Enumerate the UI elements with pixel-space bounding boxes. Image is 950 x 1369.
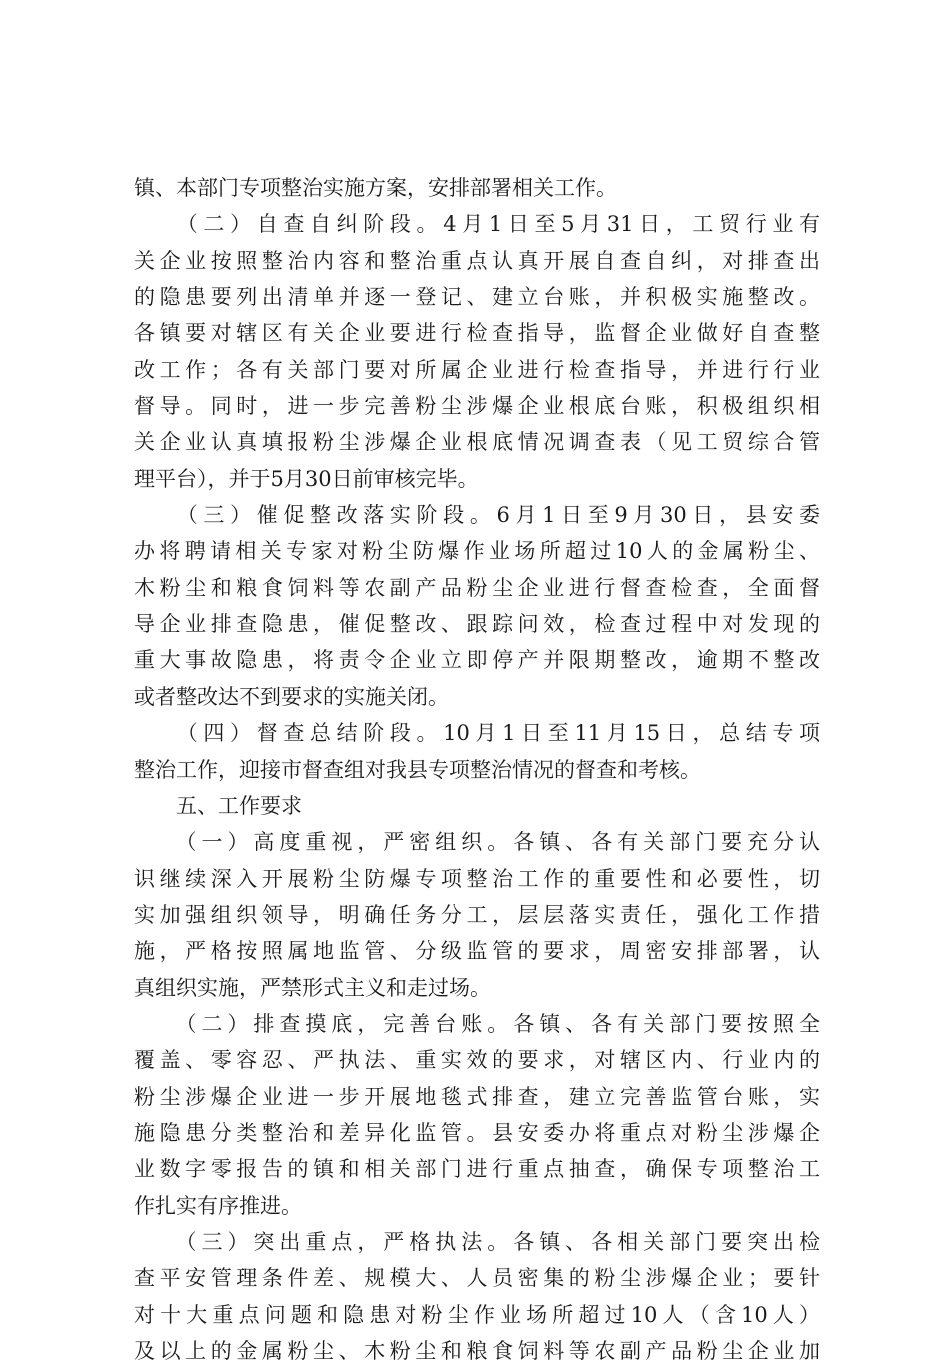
text-line: 督导。同时，进一步完善粉尘涉爆企业根底台账，积极组织相 — [134, 394, 820, 419]
text-line: 木粉尘和粮食饲料等农副产品粉尘企业进行督查检查，全面督 — [134, 575, 820, 600]
text-line: 导企业排查隐患，催促整改、跟踪问效，检查过程中对发现的 — [134, 612, 820, 637]
text-line: （三）突出重点，严格执法。各镇、各相关部门要突出检 — [134, 1229, 820, 1254]
text-line: 改工作；各有关部门要对所属企业进行检查指导，并进行行业 — [134, 357, 820, 382]
text-line: 整治工作，迎接市督查组对我县专项整治情况的督查和考核。 — [134, 757, 701, 782]
text-line: （二）自查自纠阶段。4月1日至5月31日，工贸行业有 — [134, 212, 820, 237]
text-line: 真组织实施，严禁形式主义和走过场。 — [134, 975, 491, 1000]
text-line: 各镇要对辖区有关企业要进行检查指导，监督企业做好自查整 — [134, 321, 820, 346]
text-line: 关企业认真填报粉尘涉爆企业根底情况调查表（见工贸综合管 — [134, 430, 820, 455]
text-line: 识继续深入开展粉尘防爆专项整治工作的重要性和必要性，切 — [134, 866, 820, 891]
text-line: 施隐患分类整治和差异化监管。县安委办将重点对粉尘涉爆企 — [134, 1120, 820, 1145]
text-line: 施，严格按照属地监管、分级监管的要求，周密安排部署，认 — [134, 939, 820, 964]
text-line: 或者整改达不到要求的实施关闭。 — [134, 684, 449, 709]
text-line: 办将聘请相关专家对粉尘防爆作业场所超过10人的金属粉尘、 — [134, 539, 820, 564]
text-line: （一）高度重视，严密组织。各镇、各有关部门要充分认 — [134, 830, 820, 855]
text-line: 覆盖、零容忍、严执法、重实效的要求，对辖区内、行业内的 — [134, 1048, 820, 1073]
text-line: 作扎实有序推进。 — [134, 1193, 302, 1218]
text-line: 对十大重点问题和隐患对粉尘作业场所超过10人（含10人） — [134, 1302, 820, 1327]
text-line: 实加强组织领导，明确任务分工，层层落实责任，强化工作措 — [134, 902, 820, 927]
text-line: 关企业按照整治内容和整治重点认真开展自查自纠，对排查出 — [134, 248, 820, 273]
text-line: 业数字零报告的镇和相关部门进行重点抽查，确保专项整治工 — [134, 1157, 820, 1182]
text-line: 重大事故隐患，将责令企业立即停产并限期整改，逾期不整改 — [134, 648, 820, 673]
text-line: 理平台），并于5月30日前审核完毕。 — [134, 466, 479, 491]
text-line: 五、工作要求 — [134, 793, 302, 818]
text-line: 粉尘涉爆企业进一步开展地毯式排查，建立完善监管台账，实 — [134, 1084, 820, 1109]
text-line: （三）催促整改落实阶段。6月1日至9月30日，县安委 — [134, 503, 820, 528]
text-line: 镇、本部门专项整治实施方案，安排部署相关工作。 — [134, 176, 617, 200]
document-body — [134, 170, 820, 1369]
text-line: 的隐患要列出清单并逐一登记、建立台账，并积极实施整改。 — [134, 285, 820, 310]
text-line: 查平安管理条件差、规模大、人员密集的粉尘涉爆企业；要针 — [134, 1266, 820, 1291]
text-line: 及以上的金属粉尘、木粉尘和粮食饲料等农副产品粉尘企业加 — [134, 1339, 820, 1363]
text-line: （四）督查总结阶段。10月1日至11月15日，总结专项 — [134, 721, 820, 746]
text-line: （二）排查摸底，完善台账。各镇、各有关部门要按照全 — [134, 1011, 820, 1036]
